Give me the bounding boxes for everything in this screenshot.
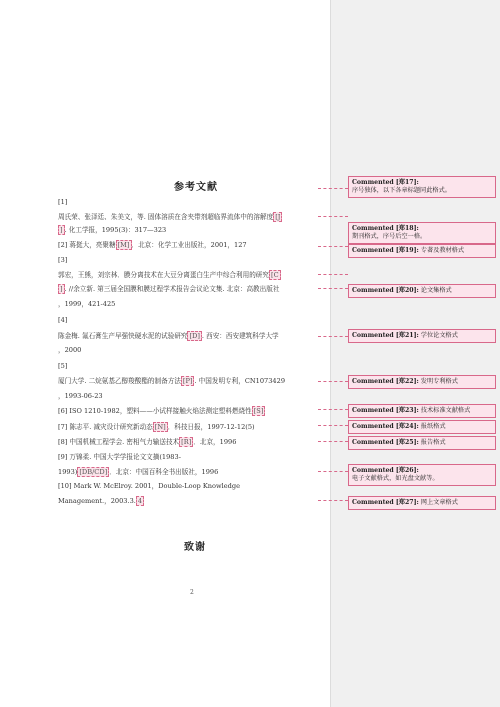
- connector-line: [318, 216, 348, 217]
- reference-text: 厦门大学. 二烷氨基乙醇羧酸酯的制备方法: [58, 377, 181, 385]
- reference-text: [3]: [58, 256, 68, 264]
- comment-balloon[interactable]: [348, 222, 496, 244]
- reference-text: [10] Mark W. McElroy. 2001，Double-Loop Knowledge: [58, 482, 241, 490]
- connector-line: [318, 471, 348, 472]
- reference-line: [58, 240, 247, 250]
- comment-anchor: [N]: [154, 423, 166, 431]
- comment-body: 专著及教材格式: [418, 247, 465, 254]
- reference-line: [58, 197, 67, 207]
- comment-anchor: [R]: [181, 438, 192, 446]
- reference-text: [7] 陈志平. 减灾设计研究新动态: [58, 423, 153, 431]
- reference-text: ．北京：中国百科全书出版社，1996: [109, 468, 219, 476]
- comment-body: 电子文献格式，如光盘文献等。: [352, 475, 439, 482]
- connector-line: [318, 246, 348, 247]
- comment-title: Commented [郑26]:: [352, 467, 419, 474]
- reference-text: [8] 中国机械工程学会. 密相气力输送技术: [58, 438, 180, 446]
- acknowledgements-heading: 致谢: [184, 542, 206, 553]
- reference-text: 陈金梅. 氟石膏生产早强快硬水泥的试验研究: [58, 332, 188, 340]
- comment-balloon[interactable]: [348, 176, 496, 198]
- comment-title: Commented [郑25]:: [352, 439, 419, 446]
- reference-text: . 中国发明专利，CN1073429: [194, 377, 286, 385]
- reference-line: [58, 212, 282, 222]
- comment-balloon[interactable]: [348, 404, 496, 418]
- comment-anchor: [M]: [117, 241, 130, 249]
- comment-anchor: [DB/CD]: [79, 468, 108, 476]
- reference-line: [58, 452, 181, 462]
- reference-text: ．科技日报，1997-12-12(5): [167, 423, 255, 431]
- reference-text: 周氏荣、张泽廷、朱美文，等. 固体溶质在含夹带剂超临界流体中的溶解度: [58, 213, 274, 221]
- reference-line: [58, 299, 115, 309]
- connector-line: [318, 500, 348, 501]
- comment-body: 学位论文格式: [418, 332, 458, 339]
- connector-line: [318, 274, 348, 275]
- comment-body: 报纸格式: [418, 423, 446, 430]
- reference-line: [58, 437, 236, 447]
- reference-text: [5]: [58, 362, 68, 370]
- reference-line: [58, 422, 255, 432]
- comment-title: Commented [郑22]:: [352, 378, 419, 385]
- reference-text: [4]: [58, 316, 68, 324]
- connector-line: [318, 441, 348, 442]
- reference-line: [58, 361, 67, 371]
- comment-body: 报告格式: [418, 439, 446, 446]
- reference-text: . //余立新. 第三届全国膜和膜过程学术报告会议论文集. 北京：高教出版社: [64, 285, 280, 293]
- connector-line: [318, 288, 348, 289]
- comment-pane: [330, 0, 500, 707]
- comment-balloon[interactable]: [348, 464, 496, 486]
- comment-body: 网上文章格式: [418, 499, 458, 506]
- reference-text: [1]: [58, 198, 68, 206]
- comment-anchor: [J: [275, 213, 281, 221]
- comment-balloon[interactable]: [348, 375, 496, 389]
- reference-text: [6] ISO 1210-1982，塑料——小试样接触火焰法测定塑料燃烧性: [58, 407, 252, 415]
- reference-text: . 西安：西安建筑科学大学: [201, 332, 279, 340]
- reference-text: ．北京：化学工业出版社，2001，127: [131, 241, 247, 249]
- reference-line: [58, 406, 265, 416]
- comment-anchor: [D]: [189, 332, 200, 340]
- comment-body: 期刊格式，序号后空一格。: [352, 233, 427, 240]
- comment-title: Commented [郑27]:: [352, 499, 419, 506]
- reference-text: 郭宏，王熊，刘宗林．膜分离技术在大豆分离蛋白生产中综合利用的研究: [58, 271, 269, 279]
- reference-text: [9] 万锦柔. 中国大学学报论文文摘(1983-: [58, 453, 181, 461]
- comment-title: Commented [郑21]:: [352, 332, 419, 339]
- reference-line: [58, 481, 240, 491]
- comment-balloon[interactable]: [348, 496, 496, 510]
- comment-body: 技术标准文献格式: [418, 407, 471, 414]
- reference-line: [58, 255, 67, 265]
- reference-line: [58, 331, 279, 341]
- comment-title: Commented [郑18]:: [352, 225, 419, 232]
- reference-line: [58, 345, 81, 355]
- connector-line: [318, 336, 348, 337]
- comment-body: 论文集格式: [418, 287, 452, 294]
- references-heading: 参考文献: [174, 182, 218, 193]
- comment-balloon[interactable]: [348, 436, 496, 450]
- reference-line: [58, 315, 67, 325]
- connector-line: [318, 425, 348, 426]
- comment-anchor: ]: [60, 285, 63, 293]
- comment-balloon[interactable]: [348, 244, 496, 258]
- reference-text: ，1993-06-23: [58, 392, 103, 400]
- reference-line: [58, 467, 218, 477]
- page-number: 2: [190, 589, 194, 596]
- comment-balloon[interactable]: [348, 284, 496, 298]
- comment-title: Commented [郑24]:: [352, 423, 419, 430]
- reference-text: 1993): [58, 468, 78, 476]
- comment-anchor: [C: [271, 271, 279, 279]
- connector-line: [318, 381, 348, 382]
- comment-body: 序号独体，以下各章标题同此格式。: [352, 187, 451, 194]
- comment-balloon[interactable]: [348, 420, 496, 434]
- connector-line: [318, 409, 348, 410]
- connector-line: [318, 188, 348, 189]
- comment-anchor: 4: [137, 497, 143, 505]
- comment-anchor: [P]: [182, 377, 193, 385]
- reference-text: [2] 蒋挺大，亮聚糖: [58, 241, 116, 249]
- reference-line: [58, 376, 285, 386]
- comment-balloon[interactable]: [348, 329, 496, 343]
- comment-body: 发明专利格式: [418, 378, 458, 385]
- reference-line: [58, 391, 103, 401]
- comment-title: Commented [郑17]:: [352, 179, 419, 186]
- reference-line: [58, 225, 166, 235]
- comment-anchor: ]: [60, 226, 63, 234]
- reference-text: Management.，2003.3.: [58, 497, 136, 505]
- reference-text: . 化工学报，1995(3)：317—323: [64, 226, 167, 234]
- comment-anchor: [S]: [253, 407, 264, 415]
- reference-line: [58, 270, 281, 280]
- reference-text: ，1999，421-425: [58, 300, 116, 308]
- comment-title: Commented [郑23]:: [352, 407, 419, 414]
- comment-title: Commented [郑20]:: [352, 287, 419, 294]
- reference-line: [58, 496, 144, 506]
- reference-text: ，2000: [58, 346, 82, 354]
- reference-text: ．北京，1996: [193, 438, 237, 446]
- comment-title: Commented [郑19]:: [352, 247, 419, 254]
- reference-line: [58, 284, 279, 294]
